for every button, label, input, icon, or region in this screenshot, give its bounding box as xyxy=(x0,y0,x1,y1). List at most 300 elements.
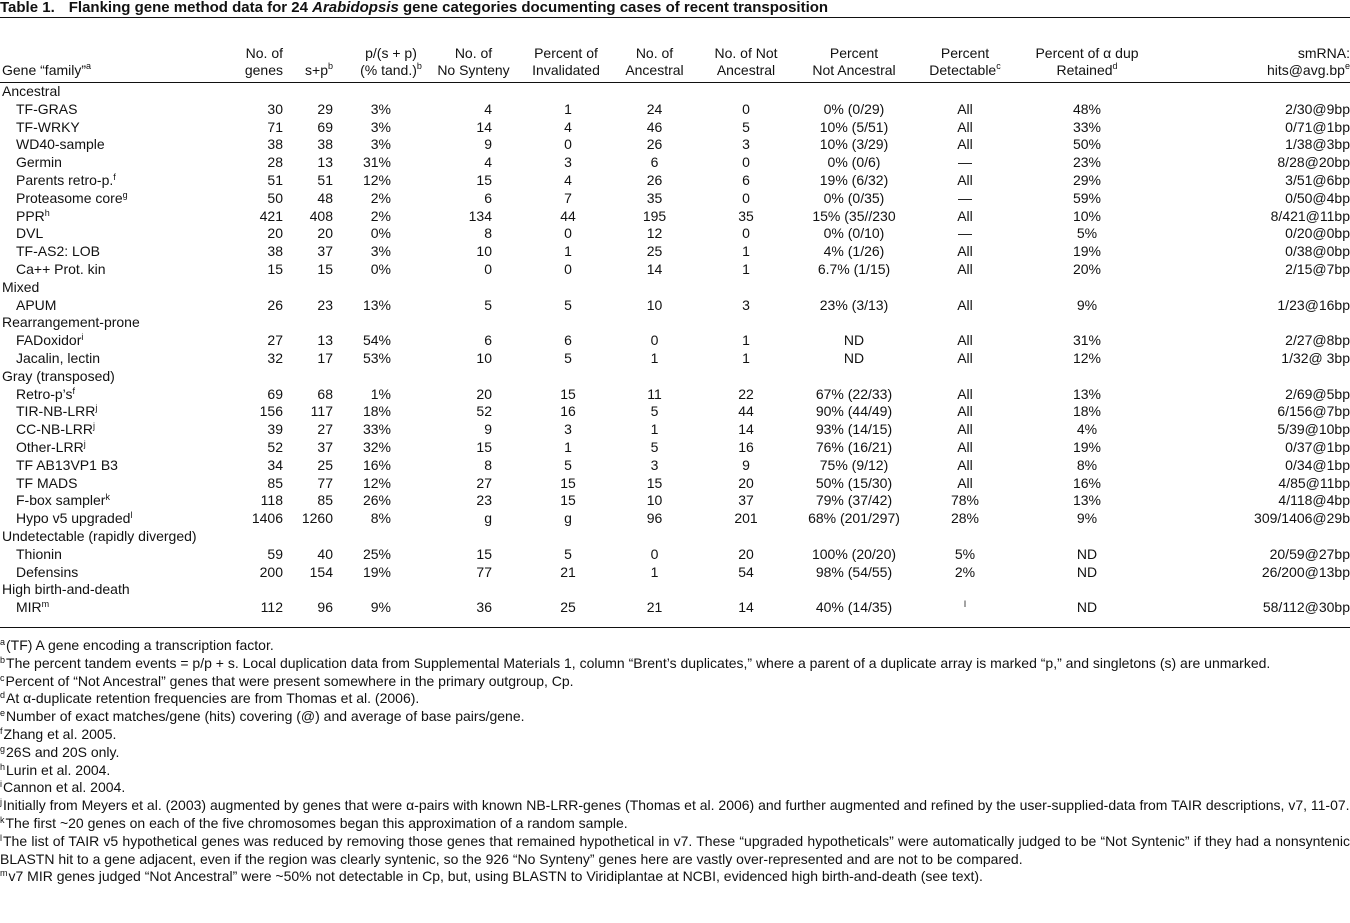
gene-family-name: TF AB13VP1 B3 xyxy=(16,456,118,473)
footnote xyxy=(0,762,1350,780)
table-row xyxy=(0,101,1350,119)
table-cell: 7 xyxy=(564,189,572,206)
column-header-line2: Gene “family” xyxy=(2,62,87,78)
column-header xyxy=(345,25,427,79)
table-cell: 0/20@0bp xyxy=(1285,225,1350,242)
table-cell: 37 xyxy=(317,438,333,455)
table-cell: 58/112@30bp xyxy=(1262,599,1350,616)
table-cell: 16% xyxy=(362,456,391,473)
table-cell: 21 xyxy=(560,563,576,580)
column-header-line2: Detectable xyxy=(929,62,997,78)
table-cell: 39 xyxy=(267,421,283,438)
table-cell: 0 xyxy=(742,225,750,242)
table-cell: 23 xyxy=(476,492,492,509)
table-cell: — xyxy=(958,189,972,206)
gene-family-name: Other-LRR xyxy=(16,438,84,455)
table-cell: 421 xyxy=(259,207,283,224)
table-cell: 16 xyxy=(738,438,754,455)
table-cell: 1 xyxy=(564,100,572,117)
table-cell: All xyxy=(957,260,973,277)
gene-family-name: DVL xyxy=(16,225,44,242)
table-cell: 13% xyxy=(362,296,391,313)
footnote-marker: j xyxy=(95,403,98,414)
table-cell: 6 xyxy=(484,189,492,206)
table-cell: 3% xyxy=(370,243,391,260)
table-cell: 50% xyxy=(1072,136,1102,153)
table-cell: 408 xyxy=(309,207,333,224)
column-header-line2: Not Ancestral xyxy=(812,62,896,78)
table-cell: 4/118@4bp xyxy=(1278,492,1350,509)
table-cell: 195 xyxy=(642,207,667,224)
column-header-line2: Invalidated xyxy=(532,62,600,78)
table-cell: 20% xyxy=(1072,260,1102,277)
footnote-marker: l xyxy=(0,832,2,843)
table-cell: 10 xyxy=(476,349,492,366)
table-cell: All xyxy=(957,118,973,135)
table-row xyxy=(0,439,1350,457)
footnote-marker: h xyxy=(44,207,50,218)
table-cell: 54% xyxy=(362,332,391,349)
table-cell: 3% xyxy=(370,100,391,117)
footnote-marker: h xyxy=(0,761,6,772)
table-cell: 1% xyxy=(370,385,391,402)
table-cell: 201 xyxy=(734,510,758,527)
column-header-line2: Ancestral xyxy=(716,62,776,78)
table-cell: 5 xyxy=(650,438,659,455)
table-cell: 28% xyxy=(950,510,980,527)
table-cell: 5/39@10bp xyxy=(1277,421,1350,438)
footnote-marker: l xyxy=(964,599,966,610)
table-cell: 18% xyxy=(1072,403,1102,420)
gene-family-name: F-box sampler xyxy=(16,492,106,509)
gene-family-cell xyxy=(0,403,225,421)
footnote xyxy=(0,833,1350,869)
gene-family-cell xyxy=(0,190,225,208)
table-cell: 31% xyxy=(1072,332,1102,349)
column-header-line2: (% tand.) xyxy=(360,62,417,78)
table-cell: 15% (35//230 xyxy=(812,207,896,224)
table-cell: 68 xyxy=(317,385,333,402)
table-cell: 69 xyxy=(317,118,333,135)
column-header xyxy=(795,25,913,79)
table-cell: 15 xyxy=(646,474,663,491)
table-row xyxy=(0,421,1350,439)
table-cell: 4/85@11bp xyxy=(1278,474,1350,491)
group-row xyxy=(0,368,1350,386)
table-cell: 1 xyxy=(564,438,572,455)
table-cell: 21 xyxy=(646,599,663,616)
table-cell: 14 xyxy=(738,599,754,616)
table-cell: 0% (0/10) xyxy=(823,225,885,242)
table-cell: 10 xyxy=(476,243,492,260)
table-cell: 32% xyxy=(362,438,391,455)
table-cell: 12% xyxy=(362,171,391,188)
table-cell: 100% (20/20) xyxy=(811,545,897,562)
column-header xyxy=(0,25,225,79)
footnote xyxy=(0,655,1350,673)
footnote-text: (TF) A gene encoding a transcription factor. xyxy=(6,637,274,653)
gene-family-name: Hypo v5 upgraded xyxy=(16,510,131,527)
table-cell: 117 xyxy=(310,403,333,420)
table-cell: ND xyxy=(843,349,865,366)
column-header-line2: Retained xyxy=(1056,62,1113,78)
table-row xyxy=(0,475,1350,493)
table-cell: 1 xyxy=(742,349,750,366)
table-cell: 0 xyxy=(564,260,572,277)
footnote xyxy=(0,637,1350,655)
table-cell: — xyxy=(958,225,972,242)
table-cell: 23 xyxy=(317,296,333,313)
footnote-marker: f xyxy=(72,385,76,396)
table-cell: 28 xyxy=(267,154,283,171)
footnote-marker: i xyxy=(81,332,84,343)
gene-family-cell xyxy=(0,101,225,119)
table-cell: 15 xyxy=(476,171,492,188)
gene-family-cell xyxy=(0,136,225,154)
gene-family-cell xyxy=(0,243,225,261)
gene-family-cell xyxy=(0,439,225,457)
table-row xyxy=(0,386,1350,404)
table-cell: All xyxy=(957,207,973,224)
table-cell: All xyxy=(957,100,973,117)
title-text-italic: Arabidopsis xyxy=(312,0,399,16)
table-cell: 1 xyxy=(742,243,750,260)
footnote-marker: c xyxy=(996,61,1001,71)
table-row xyxy=(0,403,1350,421)
table-cell: 27 xyxy=(267,332,283,349)
gene-family-name: TF-AS2: LOB xyxy=(16,243,101,260)
table-cell: 38 xyxy=(267,136,283,153)
gene-family-name: Jacalin, lectin xyxy=(16,349,101,366)
table-row xyxy=(0,599,1350,617)
table-cell: 15 xyxy=(317,260,333,277)
gene-family-name: CC-NB-LRR xyxy=(16,421,93,438)
column-header-line1: No. of Not xyxy=(714,45,778,61)
table-cell: 0/38@0bp xyxy=(1285,243,1350,260)
table-cell: 10 xyxy=(646,492,663,509)
table-cell: 25 xyxy=(317,456,333,473)
table-cell: 0% xyxy=(370,260,391,277)
table-cell: 1 xyxy=(564,243,572,260)
table-cell: 76% (16/21) xyxy=(815,438,893,455)
footnote-marker: a xyxy=(86,61,92,71)
table-cell: 16 xyxy=(560,403,576,420)
table-cell: 0/71@1bp xyxy=(1285,118,1350,135)
table-cell: 2/69@5bp xyxy=(1285,385,1350,402)
table-cell: 0 xyxy=(564,136,572,153)
table-cell: 23% xyxy=(1072,154,1102,171)
table-cell: 79% (37/42) xyxy=(815,492,893,509)
gene-family-name: MIR xyxy=(16,599,42,616)
table-cell: 51 xyxy=(267,171,283,188)
table-cell: 78% xyxy=(950,492,980,509)
table-cell: All xyxy=(957,296,973,313)
footnote xyxy=(0,726,1350,744)
footnote-marker: e xyxy=(1344,61,1350,71)
table-cell: 17 xyxy=(317,349,333,366)
table-cell: 154 xyxy=(309,563,333,580)
table-cell: All xyxy=(957,136,973,153)
footnote-marker: f xyxy=(0,725,3,736)
table-cell: All xyxy=(957,385,973,402)
table-cell: 52 xyxy=(476,403,492,420)
column-header xyxy=(225,25,289,79)
table-cell: 25 xyxy=(560,599,576,616)
table-row xyxy=(0,492,1350,510)
table-cell: 3 xyxy=(564,421,572,438)
column-header xyxy=(1017,25,1157,79)
table-cell: 6 xyxy=(650,154,659,171)
table-cell: 15 xyxy=(476,438,492,455)
table-cell: 9 xyxy=(484,421,492,438)
footnote-marker: b xyxy=(327,61,333,71)
gene-family-name: TF MADS xyxy=(16,474,78,491)
table-cell: 52 xyxy=(267,438,283,455)
table-cell: 15 xyxy=(560,474,576,491)
table-row xyxy=(0,332,1350,350)
table-cell: All xyxy=(957,332,973,349)
column-header xyxy=(913,25,1017,79)
table-cell: 5 xyxy=(564,456,572,473)
table-cell: 5 xyxy=(564,545,572,562)
table-cell: 118 xyxy=(260,492,283,509)
group-row xyxy=(0,79,1350,101)
table-cell: 15 xyxy=(560,385,576,402)
table-cell: 12% xyxy=(1072,349,1102,366)
table-cell: 36 xyxy=(476,599,492,616)
data-table xyxy=(0,25,1350,617)
gene-family-cell xyxy=(0,510,225,528)
table-cell: 0/37@1bp xyxy=(1285,438,1350,455)
table-cell: 22 xyxy=(738,385,754,402)
gene-family-name: Defensins xyxy=(16,563,79,580)
table-cell: 50 xyxy=(267,189,283,206)
table-cell: ND xyxy=(1076,563,1098,580)
table-row xyxy=(0,190,1350,208)
footnote-marker: c xyxy=(0,672,5,683)
table-cell: 5% xyxy=(954,545,976,562)
table-cell: 27 xyxy=(317,421,333,438)
column-header-line1: Percent xyxy=(829,45,879,61)
table-cell: 1406 xyxy=(251,510,283,527)
gene-family-cell xyxy=(0,492,225,510)
table-cell: 14 xyxy=(476,118,492,135)
column-header-line2: No Synteny xyxy=(437,62,510,78)
table-cell: 59% xyxy=(1072,189,1102,206)
table-cell: 14 xyxy=(738,421,754,438)
column-header-line1: No. of xyxy=(454,45,493,61)
column-header-line2: genes xyxy=(244,62,283,78)
table-cell: 6 xyxy=(484,332,492,349)
table-cell: All xyxy=(957,349,973,366)
table-cell: 54 xyxy=(738,563,754,580)
table-cell: 10 xyxy=(646,296,663,313)
footnote-marker: g xyxy=(0,743,6,754)
table-cell: 2/30@9bp xyxy=(1285,100,1350,117)
column-header-line2: hits@avg.bp xyxy=(1266,62,1345,78)
table-cell: 5 xyxy=(484,296,492,313)
gene-family-name: Thionin xyxy=(16,545,62,562)
footnote-text: Zhang et al. 2005. xyxy=(3,725,117,742)
table-cell: 2% xyxy=(370,207,391,224)
column-header-line1: Percent xyxy=(940,45,990,61)
table-cell: 20 xyxy=(317,225,333,242)
table-row xyxy=(0,297,1350,315)
table-number: Table 1. xyxy=(0,0,55,16)
table-cell: 67% (22/33) xyxy=(815,385,893,402)
table-cell: ND xyxy=(1076,599,1098,616)
table-cell: 8 xyxy=(484,225,492,242)
table-cell: 9% xyxy=(1076,510,1098,527)
footnotes xyxy=(0,637,1350,886)
table-cell: 12% xyxy=(362,474,391,491)
footnote-marker: i xyxy=(0,779,2,790)
footnote-marker: g xyxy=(122,189,128,200)
table-cell: 0 xyxy=(484,260,492,277)
gene-family-cell xyxy=(0,475,225,493)
table-cell: All xyxy=(957,456,973,473)
gene-family-cell xyxy=(0,297,225,315)
table-cell: 9 xyxy=(484,136,492,153)
column-header-line1: smRNA: xyxy=(1297,45,1350,61)
table-cell: 4 xyxy=(484,100,492,117)
footnote xyxy=(0,690,1350,708)
footnote-text: Initially from Meyers et al. (2003) augmented by genes that were α-pairs with known NB-LRR-genes (Thomas et al. 2006) and further augmented and refined by the user-supplied-data from TAIR descriptions, v7, 11-07. xyxy=(3,797,1350,814)
table-cell: 27 xyxy=(476,474,492,491)
table-cell: 44 xyxy=(738,403,754,420)
table-cell: 8/28@20bp xyxy=(1277,154,1350,171)
gene-family-name: TF-GRAS xyxy=(16,100,78,117)
table-cell: 37 xyxy=(738,492,754,509)
gene-family-cell xyxy=(0,332,225,350)
bottom-rule xyxy=(0,627,1350,628)
top-rule xyxy=(0,17,1350,18)
table-cell: 96 xyxy=(317,599,333,616)
table-cell: 38 xyxy=(317,136,333,153)
table-cell: 2% xyxy=(954,563,976,580)
gene-family-cell xyxy=(0,172,225,190)
table-cell: 48 xyxy=(317,189,333,206)
group-label: Mixed xyxy=(2,278,40,295)
table-cell: 77 xyxy=(476,563,492,580)
table-cell: 33% xyxy=(1072,118,1102,135)
table-cell: 309/1406@29b xyxy=(1254,510,1350,527)
gene-family-cell xyxy=(0,350,225,368)
footnote-text: At α-duplicate retention frequencies are from Thomas et al. (2006). xyxy=(6,690,420,707)
footnote-text: Percent of “Not Ancestral” genes that were present somewhere in the primary outgroup, Cp. xyxy=(5,672,574,689)
table-cell: 50% (15/30) xyxy=(815,474,893,491)
table-cell: 112 xyxy=(260,599,283,616)
table-cell: 20 xyxy=(738,545,754,562)
column-header-line1: p/(s + p) xyxy=(365,45,417,61)
table-cell: ND xyxy=(843,332,865,349)
table-row xyxy=(0,208,1350,226)
table-cell: 4% xyxy=(1076,421,1098,438)
table-cell: 4% (1/26) xyxy=(823,243,885,260)
table-cell: All xyxy=(957,474,973,491)
footnote xyxy=(0,708,1350,726)
gene-family-cell xyxy=(0,386,225,404)
table-cell: 3 xyxy=(564,154,572,171)
table-row xyxy=(0,154,1350,172)
table-cell: g xyxy=(484,510,492,527)
table-row xyxy=(0,350,1350,368)
table-body xyxy=(0,79,1350,617)
footnote-marker: a xyxy=(0,637,6,647)
table-cell: All xyxy=(957,421,973,438)
footnote-marker: k xyxy=(105,492,110,503)
gene-family-cell xyxy=(0,208,225,226)
table-cell: 5 xyxy=(564,296,572,313)
footnote-marker: m xyxy=(0,868,8,879)
table-cell: 96 xyxy=(646,510,663,527)
table-cell: 3% xyxy=(370,136,391,153)
footnote xyxy=(0,744,1350,762)
footnote-marker: j xyxy=(83,438,86,449)
table-cell: 13% xyxy=(1072,492,1102,509)
group-row xyxy=(0,528,1350,546)
table-cell: 25% xyxy=(362,545,391,562)
table-cell: 85 xyxy=(317,492,333,509)
gene-family-cell xyxy=(0,546,225,564)
table-cell: 18% xyxy=(362,403,391,420)
table-cell: 44 xyxy=(560,207,576,224)
table-cell: 90% (44/49) xyxy=(815,403,893,420)
footnote xyxy=(0,673,1350,691)
footnote-text: The percent tandem events = p/p + s. Local duplication data from Supplemental Materials 1, column “Brent’s duplicates,” where a parent of a duplicate array is marked “p,” and singletons (s) are unmarked. xyxy=(6,654,1271,671)
table-cell: 1 xyxy=(742,332,750,349)
gene-family-cell xyxy=(0,119,225,137)
table-cell: 5 xyxy=(650,403,659,420)
table-cell: 77 xyxy=(317,474,333,491)
footnote xyxy=(0,868,1350,886)
table-cell: 59 xyxy=(267,545,283,562)
table-cell: 3 xyxy=(742,136,750,153)
footnote-marker: k xyxy=(0,814,5,825)
column-header-line1: No. of xyxy=(635,45,674,61)
group-row xyxy=(0,314,1350,332)
column-header-line1: Percent of α dup xyxy=(1035,45,1139,61)
table-row xyxy=(0,136,1350,154)
table-cell: 35 xyxy=(738,207,754,224)
table-row xyxy=(0,243,1350,261)
table-cell: 14 xyxy=(646,260,663,277)
column-header xyxy=(697,25,795,79)
footnote-marker: e xyxy=(0,708,6,719)
gene-family-cell xyxy=(0,261,225,279)
table-cell: 2/15@7bp xyxy=(1285,260,1350,277)
table-cell: 9% xyxy=(370,599,391,616)
table-cell: 93% (14/15) xyxy=(815,421,893,438)
table-cell: 15 xyxy=(476,545,492,562)
table-cell: 15 xyxy=(560,492,576,509)
table-cell: 8/421@11bp xyxy=(1270,207,1350,224)
gene-family-name: APUM xyxy=(16,296,57,313)
gene-family-name: Proteasome core xyxy=(16,189,123,206)
gene-family-name: Germin xyxy=(16,154,62,171)
group-label: Rearrangement-prone xyxy=(2,314,140,331)
footnote xyxy=(0,779,1350,797)
table-cell: 48% xyxy=(1072,100,1102,117)
table-cell: 68% (201/297) xyxy=(808,510,900,527)
table-cell: 19% (6/32) xyxy=(819,171,889,188)
table-cell: 16% xyxy=(1072,474,1102,491)
table-cell: 20 xyxy=(476,385,492,402)
table-cell: 40% (14/35) xyxy=(815,599,893,616)
table-row xyxy=(0,546,1350,564)
table-cell: 156 xyxy=(259,403,283,420)
table-cell: 33% xyxy=(362,421,391,438)
